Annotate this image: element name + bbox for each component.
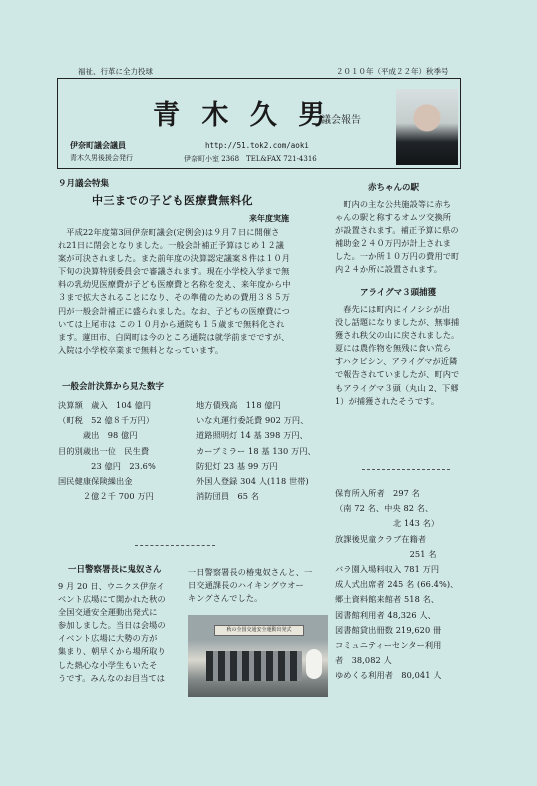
contact-address: 伊奈町小室 2368 TEL&FAX 721-4316 (184, 155, 317, 163)
website-url: http://51.tok2.com/aoki (205, 141, 309, 150)
baby-title: 赤ちゃんの駅 (368, 183, 420, 193)
photo-banner (214, 625, 304, 636)
araiguma-title: アライグマ３頭捕獲 (360, 288, 437, 298)
baby-line: した。一か所１０万円の費用で町 (335, 251, 460, 262)
budget-item: 目的別歳出一位 民生費 (58, 445, 150, 456)
stats-item: 郷土資料館来館者 518 名、 (335, 594, 440, 605)
event-photo (188, 615, 328, 697)
araiguma-line: もアライグマ３頭（丸山 2、下郷 (335, 382, 459, 393)
budget-right (196, 398, 326, 504)
budget-item: 防犯灯 23 基 99 万円 (196, 460, 278, 471)
budget-item: いな丸運行委託費 902 万円、 (196, 415, 309, 426)
police-line: キングさんでした。 (188, 593, 263, 604)
police-line: 9 月 20 日、ウニクス伊奈イ (58, 581, 165, 591)
police-line: 一日警察署長の椿鬼奴さんと、一 (188, 567, 313, 577)
police-line: イベント広場に大勢の方が (58, 633, 158, 644)
issue-label: ２０１０年（平成２２年）秋季号 (336, 67, 449, 76)
police-line: 参加しました。当日は会場の (58, 620, 166, 631)
article-line: ます。蓮田市、白岡町は今のところ通院は就学前までですが、 (58, 331, 290, 342)
araiguma-line: で報告されていましたが、町内で (335, 369, 460, 380)
header-slogan: 福祉、行革に全力投球 (78, 67, 153, 76)
stats-item: 保育所入所者 297 名 (335, 488, 420, 498)
araiguma-text (335, 303, 470, 408)
araiguma-line: すハクビシン、アライグマが近隣 (335, 356, 458, 367)
budget-item: 外国人登録 304 人(118 世帯) (196, 476, 309, 487)
stats-item: （南 72 名、中央 82 名、 (335, 503, 434, 514)
budget-item: （町税 52 億８千万円） (58, 415, 155, 426)
article-line: れ21日に閉会となりました。一般会計補正予算はじめ１２議 (58, 240, 285, 251)
article-line: 料の乳幼児医療費が子ども医療費と名称を変え、来年度から中 (58, 279, 291, 290)
baby-line: 補助金２４０万円が計上されま (335, 238, 452, 249)
budget-item: 23 億円 23.6% (58, 460, 156, 471)
baby-text (335, 198, 470, 277)
article-body (58, 226, 320, 357)
photo-people (206, 651, 302, 681)
araiguma-line: 夏には農作物を無残に食い荒ら (335, 343, 452, 354)
baby-line: ゃんの駅と称するオムツ交換所 (335, 212, 452, 223)
article-line: 案が可決されました。また前年度の決算認定議案８件は１０月 (58, 253, 291, 264)
araiguma-line: 春先には町内にイノシシが出 (335, 304, 451, 314)
budget-item: ２億２千 700 万円 (58, 491, 154, 502)
police-line: うです。みんなのお目当ては (58, 672, 166, 683)
police-line: した熱心な小学生もいたそ (58, 659, 158, 670)
article-note: 来年度実施 (249, 213, 289, 223)
police-right-text (188, 566, 328, 605)
portrait-photo (396, 89, 458, 165)
budget-item: 地方債残高 118 億円 (196, 400, 281, 410)
budget-item: 国民健康保険繰出金 (58, 476, 133, 487)
article-line: 平成22年度第3回伊奈町議会(定例会)は９月７日に開催さ (58, 227, 280, 237)
police-left-text (58, 580, 184, 685)
baby-line: 内２４か所に設置されます。 (335, 264, 443, 275)
baby-line: 町内の主な公共施設等に赤ち (335, 199, 452, 209)
stats-item: 251 名 (335, 548, 437, 559)
budget-title: 一般会計決算から見た数字 (62, 382, 165, 392)
stats-item: 放課後児童クラブ在籍者 (335, 533, 427, 544)
stats-item: 成人式出席者 245 名 (66.4%)、 (335, 579, 459, 590)
mascot-figure (306, 649, 322, 679)
budget-item: 決算額 歳入 104 億円 (58, 400, 152, 410)
baby-line: が設置されます。補正予算に県の (335, 225, 459, 236)
stats-item: バラ園入場料収入 781 万円 (335, 564, 440, 575)
stats-item: コミュニティーセンター利用 (335, 640, 442, 651)
police-line: 集まり、朝早くから場所取り (58, 646, 166, 657)
stats-item: 北 143 名） (335, 518, 440, 529)
stats-item: ゆめくる利用者 80,041 人 (335, 670, 442, 681)
article-line: 入院は小学校卒業まで無料となっています。 (58, 344, 224, 355)
budget-item: 道路照明灯 14 基 398 万円、 (196, 430, 308, 441)
budget-left (58, 398, 190, 504)
araiguma-line: 獲され秩父の山に戻されました。 (335, 330, 460, 341)
masthead (57, 78, 461, 169)
section-divider (135, 545, 215, 546)
article-title: 中三までの子ども医療費無料化 (92, 194, 253, 207)
masthead-name: 青 木 久 男 (153, 100, 332, 131)
araiguma-line: 没し話題になりましたが、無事捕 (335, 317, 460, 328)
photo-banner-text: 秋の全国交通安全運動出発式 (226, 627, 292, 633)
police-line: 日交通課長のハイキングウオー (188, 580, 304, 591)
section-divider (362, 469, 450, 470)
stats-item: 者 38,082 人 (335, 655, 392, 666)
article-line: いては上尾市は この１０月から通院も１５歳まで無料化され (58, 318, 285, 329)
budget-item: カーブミラー 18 基 130 万円、 (196, 445, 316, 456)
article-line: 下旬の決算特別委員会で審議されます。現在小学校入学まで無 (58, 266, 290, 277)
masthead-subtitle: 議会報告 (321, 115, 361, 126)
stats-item: 図書館貸出冊数 219,620 冊 (335, 624, 442, 635)
police-title: 一日警察署長に鬼奴さん (68, 565, 162, 575)
police-line: 全国交通安全運動出発式に (58, 607, 158, 618)
affiliation: 伊奈町議会議員 (70, 140, 126, 150)
araiguma-line: 1）が捕獲されたそうです。 (335, 395, 440, 406)
section-kicker: ９月議会特集 (58, 179, 110, 189)
budget-item: 消防団員 65 名 (196, 491, 260, 502)
stats-item: 図書館利用者 48,326 人、 (335, 609, 436, 620)
article-line: ３まで拡大されることになり、その準備のための費用３８５万 (58, 292, 291, 303)
stats-list (335, 486, 475, 684)
publisher: 青木久男後援会発行 (70, 154, 133, 162)
budget-item: 歳出 98 億円 (58, 430, 138, 441)
police-line: ベント広場にて開かれた秋の (58, 594, 166, 605)
article-line: 円が一般会計補正に盛られました。なお、子どもの医療費につ (58, 305, 290, 316)
